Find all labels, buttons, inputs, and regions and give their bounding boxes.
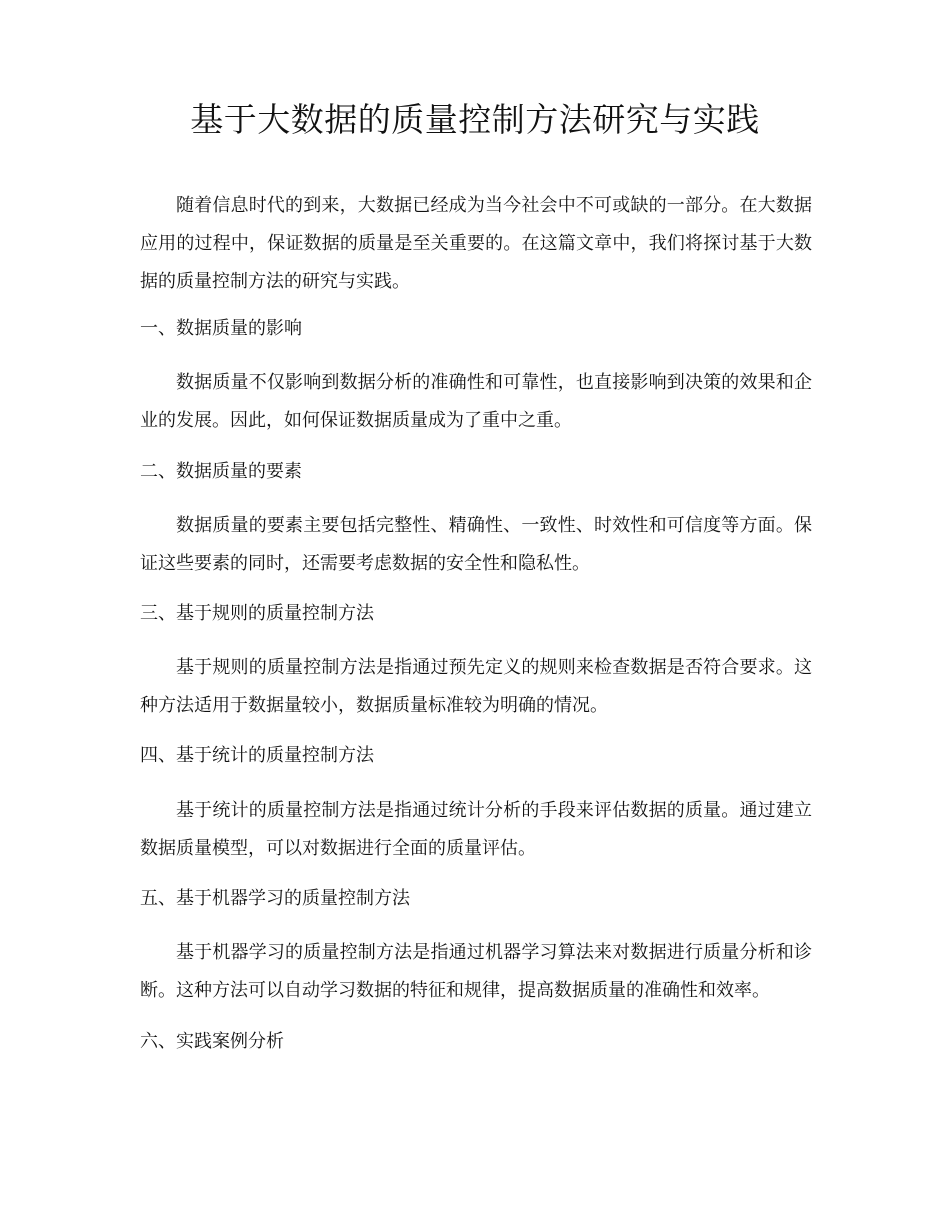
section-body-4: 基于统计的质量控制方法是指通过统计分析的手段来评估数据的质量。通过建立数据质量模型，可以对数据进行全面的质量评估。 xyxy=(140,800,812,859)
section-heading-6: 六、实践案例分析 xyxy=(140,1031,284,1052)
section-body-2: 数据质量的要素主要包括完整性、精确性、一致性、时效性和可信度等方面。保证这些要素的同时，还需要考虑数据的安全性和隐私性。 xyxy=(140,515,812,574)
section-heading-1: 一、数据质量的影响 xyxy=(140,318,302,339)
section-body-3: 基于规则的质量控制方法是指通过预先定义的规则来检查数据是否符合要求。这种方法适用于数据量较小，数据质量标准较为明确的情况。 xyxy=(140,657,812,716)
section-heading-3: 三、基于规则的质量控制方法 xyxy=(140,603,374,624)
intro-paragraph: 随着信息时代的到来，大数据已经成为当今社会中不可或缺的一部分。在大数据应用的过程中，保证数据的质量是至关重要的。在这篇文章中，我们将探讨基于大数据的质量控制方法的研究与实践。 xyxy=(140,195,812,292)
section-heading-4: 四、基于统计的质量控制方法 xyxy=(140,745,374,766)
section-heading-5: 五、基于机器学习的质量控制方法 xyxy=(140,888,410,909)
document-title: 基于大数据的质量控制方法研究与实践 xyxy=(190,100,760,139)
section-body-5: 基于机器学习的质量控制方法是指通过机器学习算法来对数据进行质量分析和诊断。这种方法可以自动学习数据的特征和规律，提高数据质量的准确性和效率。 xyxy=(140,942,812,1001)
section-body-1: 数据质量不仅影响到数据分析的准确性和可靠性，也直接影响到决策的效果和企业的发展。因此，如何保证数据质量成为了重中之重。 xyxy=(140,372,812,431)
section-heading-2: 二、数据质量的要素 xyxy=(140,461,302,482)
